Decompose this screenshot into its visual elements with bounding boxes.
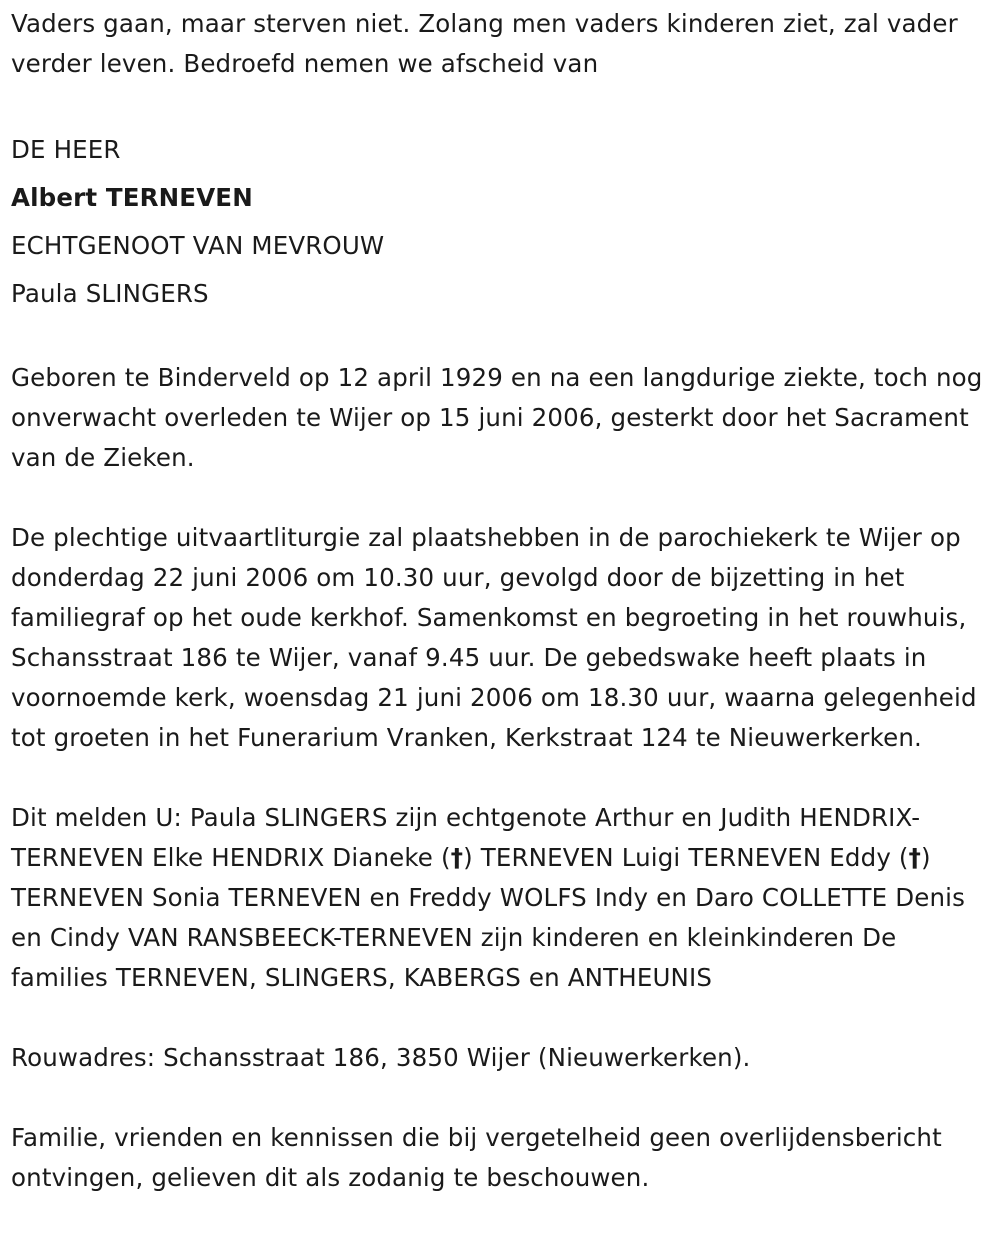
spacer [11, 1078, 996, 1118]
announcers-text-1: Dit melden U: Paula SLINGERS zijn echtgenote Arthur en Judith HENDRIX-TERNEVEN Elke HENDRIX Dianeke ( [11, 803, 921, 872]
spacer [11, 478, 996, 518]
spacer [11, 998, 996, 1038]
spouse-label: ECHTGENOOT VAN MEVROUW [11, 231, 385, 260]
cross-icon: † [450, 843, 464, 872]
spacer [11, 84, 996, 124]
address-paragraph: Rouwadres: Schansstraat 186, 3850 Wijer (Nieuwerkerken). [11, 1043, 751, 1072]
birth-death-paragraph: Geboren te Binderveld op 12 april 1929 en na een langdurige ziekte, toch nog onverwacht overleden te Wijer op 15 juni 2006, gesterkt door het Sacrament van de Zieken. [11, 363, 983, 472]
deceased-name: Albert TERNEVEN [11, 183, 253, 212]
announcers-text-3: ) TERNEVEN Sonia TERNEVEN en Freddy WOLFS Indy en Daro COLLETTE Denis en Cindy VAN RANSBEECK-TERNEVEN zijn kinderen en kleinkinderen De families TERNEVEN, SLINGERS, KABERGS en ANTHEUNIS [11, 843, 965, 992]
intro-paragraph: Vaders gaan, maar sterven niet. Zolang men vaders kinderen ziet, zal vader verder leven. Bedroefd nemen we afscheid van [11, 9, 958, 78]
cross-icon: † [908, 843, 922, 872]
closing-paragraph: Familie, vrienden en kennissen die bij vergetelheid geen overlijdensbericht ontvingen, gelieven dit als zodanig te beschouwen. [11, 1123, 942, 1192]
spacer [11, 758, 996, 798]
spouse-name: Paula SLINGERS [11, 279, 209, 308]
deceased-block [11, 126, 996, 318]
funeral-paragraph: De plechtige uitvaartliturgie zal plaatshebben in de parochiekerk te Wijer op donderdag 22 juni 2006 om 10.30 uur, gevolgd door de bijzetting in het familiegraf op het oude kerkhof. Samenkomst en begroeting in het rouwhuis, Schansstraat 186 te Wijer, vanaf 9.45 uur. De gebedswake heeft plaats in voornoemde kerk, woensdag 21 juni 2006 om 18.30 uur, waarna gelegenheid tot groeten in het Funerarium Vranken, Kerkstraat 124 te Nieuwerkerken. [11, 523, 977, 752]
spacer [11, 318, 996, 358]
obituary-notice [11, 0, 996, 1198]
honorific-title: DE HEER [11, 135, 121, 164]
announcers-paragraph [11, 798, 996, 998]
announcers-text-2: ) TERNEVEN Luigi TERNEVEN Eddy ( [463, 843, 909, 872]
